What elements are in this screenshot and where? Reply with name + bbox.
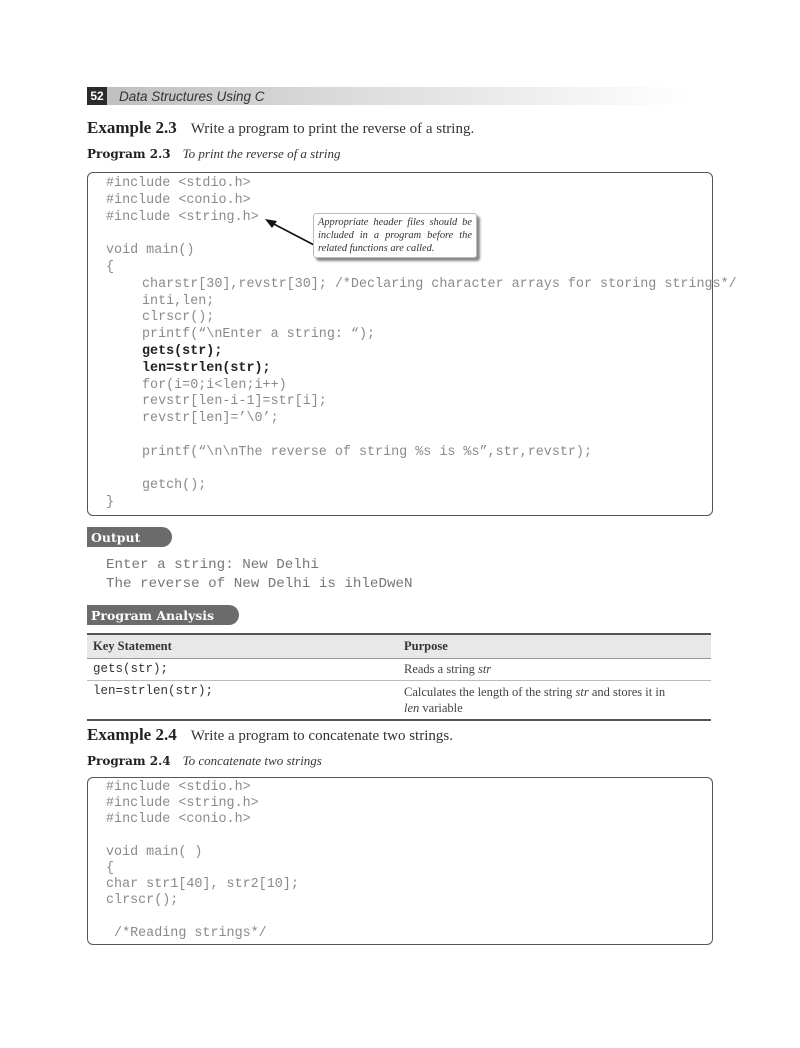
purpose-text: Calculates the length of the string: [404, 685, 576, 699]
code-line: void main(): [106, 243, 195, 259]
program-desc: To print the reverse of a string: [182, 146, 341, 161]
program-2-4-caption: [87, 753, 322, 769]
table-row: [87, 659, 711, 681]
header-purpose: Purpose: [398, 634, 711, 659]
purpose-var: str: [575, 685, 589, 699]
table-header-row: [87, 634, 711, 659]
code-line: #include <string.h>: [106, 796, 259, 812]
code-line: for(i=0;i<len;i++): [142, 377, 287, 393]
output-label: Output: [87, 527, 172, 547]
code-line: #include <conio.h>: [106, 192, 251, 208]
code-line: char str1[40], str2[10];: [106, 877, 299, 893]
code-line: #include <string.h>: [106, 209, 259, 225]
output-line-1: Enter a string: New Delhi: [106, 557, 319, 573]
code-line: #include <stdio.h>: [106, 780, 251, 795]
code-line: printf(“\nEnter a string: “);: [142, 327, 376, 343]
code-line: revstr[len-i-1]=str[i];: [142, 394, 327, 410]
callout-note: Appropriate header files should be included in a program before the related functions are called.: [313, 213, 477, 258]
code-line: void main( ): [106, 844, 203, 860]
output-line-2: The reverse of New Delhi is ihleDweN: [106, 576, 413, 592]
program-label: Program 2.3: [87, 147, 171, 161]
code-block-program-2-4: [87, 777, 713, 945]
purpose: [398, 681, 711, 721]
key-statement: len=strlen(str);: [87, 681, 398, 721]
purpose-text: and stores it in: [588, 685, 666, 699]
purpose-var: str: [477, 662, 492, 676]
running-head: [87, 87, 687, 105]
code-line: }: [106, 495, 115, 511]
code-line: #include <conio.h>: [106, 812, 251, 828]
code-line: getch();: [142, 478, 207, 494]
code-line: clrscr();: [142, 310, 215, 326]
code-line: len=strlen(str);: [142, 360, 271, 376]
program-desc: To concatenate two strings: [182, 753, 322, 768]
purpose-var: len: [404, 701, 420, 715]
table-row: [87, 681, 711, 721]
code-line: printf(“\n\nThe reverse of string %s is %s”,str,revstr);: [142, 444, 592, 460]
code-line: inti,len;: [142, 293, 215, 309]
code-line: charstr[30],revstr[30]; /*Declaring character arrays for storing strings*/: [142, 276, 737, 292]
purpose-text: variable: [419, 701, 463, 715]
page-number: 52: [87, 87, 107, 105]
example-text: Write a program to print the reverse of a string.: [190, 121, 475, 137]
program-label: Program 2.4: [87, 754, 171, 768]
purpose: [398, 659, 711, 681]
example-2-3-heading: [87, 118, 474, 138]
arrow-icon: [262, 214, 318, 248]
purpose-text: Reads a string: [404, 662, 478, 676]
code-line: gets(str);: [142, 344, 223, 359]
code-line: {: [106, 260, 115, 275]
key-statement: gets(str);: [87, 659, 398, 681]
code-line: clrscr();: [106, 893, 179, 909]
program-analysis-label: Program Analysis: [87, 605, 239, 625]
program-2-3-caption: [87, 146, 341, 162]
code-line: #include <stdio.h>: [106, 176, 251, 191]
example-2-4-heading: [87, 725, 453, 745]
example-text: Write a program to concatenate two strings.: [190, 728, 453, 744]
example-label: Example 2.3: [87, 118, 177, 137]
program-analysis-table: [87, 633, 711, 721]
code-line: revstr[len]=’\0’;: [142, 411, 279, 427]
code-line: /*Reading strings*/: [106, 925, 267, 941]
example-label: Example 2.4: [87, 725, 177, 744]
book-title: Data Structures Using C: [119, 88, 265, 104]
header-key-statement: Key Statement: [87, 634, 398, 659]
code-line: {: [106, 861, 115, 876]
